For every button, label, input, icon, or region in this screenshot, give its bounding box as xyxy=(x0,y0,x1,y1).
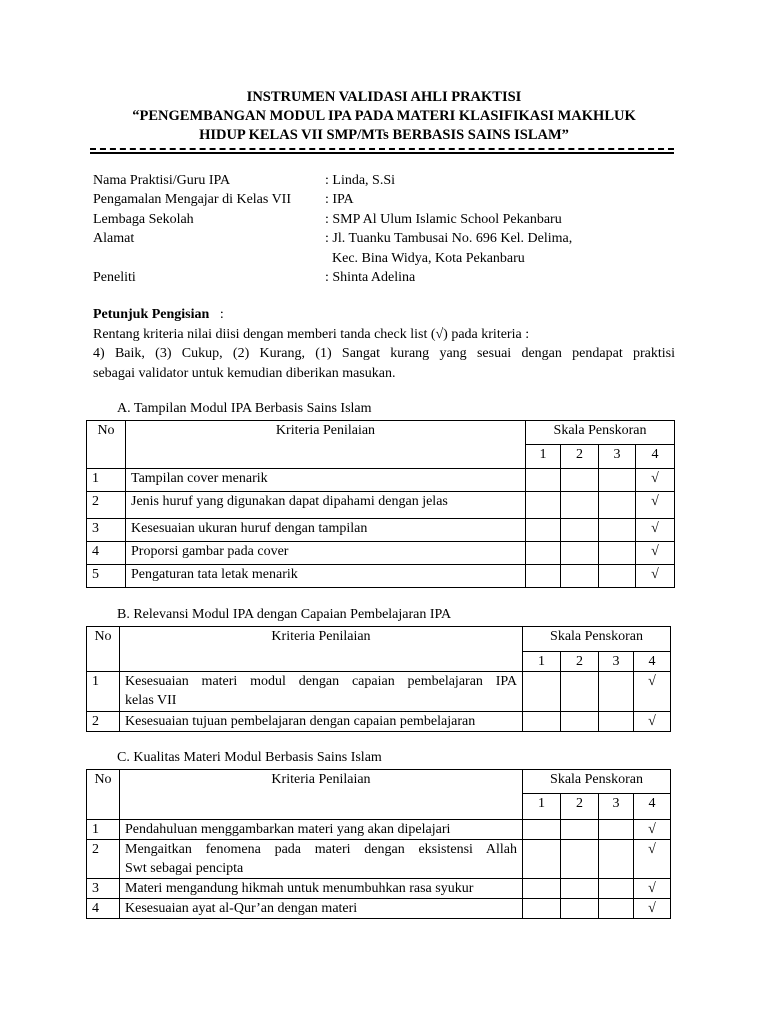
score-header: 1 xyxy=(526,445,561,469)
row-no: 3 xyxy=(87,879,120,899)
instructions-heading: Petunjuk Pengisian xyxy=(93,307,210,322)
doc-subtitle-line1: “PENGEMBANGAN MODUL IPA PADA MATERI KLASIFIKASI MAKHLUK xyxy=(132,108,636,124)
score-cell[interactable] xyxy=(599,672,634,712)
score-cell[interactable] xyxy=(599,519,636,542)
info-label xyxy=(93,249,325,268)
row-criteria: Jenis huruf yang digunakan dapat dipahami dengan jelas xyxy=(126,492,526,519)
row-no: 2 xyxy=(87,712,120,732)
doc-title: INSTRUMEN VALIDASI AHLI PRAKTISI xyxy=(246,89,522,105)
row-criteria: Kesesuaian tujuan pembelajaran dengan capaian pembelajaran xyxy=(120,712,523,732)
check-mark[interactable]: √ xyxy=(634,899,671,919)
check-mark[interactable]: √ xyxy=(634,712,671,732)
score-header: 1 xyxy=(523,652,561,672)
info-row xyxy=(93,210,572,229)
row-no: 2 xyxy=(87,840,120,879)
score-header: 3 xyxy=(599,794,634,820)
score-cell[interactable] xyxy=(526,565,561,588)
score-cell[interactable] xyxy=(523,879,561,899)
score-cell[interactable] xyxy=(561,899,599,919)
score-cell[interactable] xyxy=(599,712,634,732)
check-mark[interactable]: √ xyxy=(634,879,671,899)
score-cell[interactable] xyxy=(561,840,599,879)
score-cell[interactable] xyxy=(599,879,634,899)
check-mark[interactable]: √ xyxy=(636,519,675,542)
row-criteria xyxy=(120,840,523,879)
row-no: 1 xyxy=(87,820,120,840)
info-value: : Jl. Tuanku Tambusai No. 696 Kel. Delima, xyxy=(325,231,573,247)
row-no: 4 xyxy=(87,542,126,565)
info-label: Lembaga Sekolah xyxy=(93,211,194,227)
table-row xyxy=(87,469,675,492)
header-skala: Skala Penskoran xyxy=(526,421,675,445)
check-mark[interactable]: √ xyxy=(636,542,675,565)
table-row xyxy=(87,565,675,588)
instructions-line: sebagai validator untuk kemudian diberikan masukan. xyxy=(93,365,396,381)
check-mark[interactable]: √ xyxy=(634,672,671,712)
table-row xyxy=(87,840,671,879)
info-value: : IPA xyxy=(325,192,354,208)
header-kriteria: Kriteria Penilaian xyxy=(126,421,526,469)
row-criteria xyxy=(120,672,523,712)
info-row xyxy=(93,249,572,268)
header-no: No xyxy=(87,770,120,820)
score-cell[interactable] xyxy=(526,542,561,565)
score-cell[interactable] xyxy=(599,542,636,565)
table-row xyxy=(87,712,671,732)
row-criteria-line: Swt sebagai pencipta xyxy=(125,861,244,876)
header-solid-rule xyxy=(90,152,674,154)
score-cell[interactable] xyxy=(599,820,634,840)
row-no: 4 xyxy=(87,899,120,919)
score-cell[interactable] xyxy=(561,879,599,899)
row-criteria: Proporsi gambar pada cover xyxy=(126,542,526,565)
row-criteria: Tampilan cover menarik xyxy=(126,469,526,492)
row-no: 3 xyxy=(87,519,126,542)
header-skala: Skala Penskoran xyxy=(523,770,671,794)
table-row xyxy=(87,492,675,519)
info-value: : Shinta Adelina xyxy=(325,270,416,286)
table-row xyxy=(87,879,671,899)
criteria-table xyxy=(86,420,675,588)
info-label: Nama Praktisi/Guru IPA xyxy=(93,173,231,188)
header-dashed-rule xyxy=(90,148,674,150)
table-row xyxy=(87,820,671,840)
identity-info xyxy=(93,171,572,287)
check-mark[interactable]: √ xyxy=(636,565,675,588)
score-header: 2 xyxy=(561,794,599,820)
instructions-line: 4) Baik, (3) Cukup, (2) Kurang, (1) Sangat kurang yang sesuai dengan pendapat praktisi xyxy=(93,346,675,361)
score-header: 4 xyxy=(636,445,675,469)
section-title: B. Relevansi Modul IPA dengan Capaian Pembelajaran IPA xyxy=(117,607,452,622)
score-header: 3 xyxy=(599,652,634,672)
score-cell[interactable] xyxy=(523,840,561,879)
header-kriteria: Kriteria Penilaian xyxy=(120,770,523,820)
score-header: 4 xyxy=(634,652,671,672)
info-row xyxy=(93,171,572,190)
table-row xyxy=(87,672,671,712)
score-cell[interactable] xyxy=(561,542,599,565)
score-header: 3 xyxy=(599,445,636,469)
score-cell[interactable] xyxy=(523,820,561,840)
info-label: Alamat xyxy=(93,231,135,247)
info-row xyxy=(93,229,572,248)
header-skala: Skala Penskoran xyxy=(523,627,671,652)
check-mark[interactable]: √ xyxy=(636,492,675,519)
row-no: 5 xyxy=(87,565,126,588)
table-row xyxy=(87,519,675,542)
criteria-table xyxy=(86,769,671,919)
table-row xyxy=(87,542,675,565)
score-cell[interactable] xyxy=(561,469,599,492)
row-criteria: Pengaturan tata letak menarik xyxy=(126,565,526,588)
info-label: Peneliti xyxy=(93,270,136,286)
score-header: 1 xyxy=(523,794,561,820)
score-cell[interactable] xyxy=(599,469,636,492)
score-cell[interactable] xyxy=(523,899,561,919)
info-label: Pengamalan Mengajar di Kelas VII xyxy=(93,192,292,208)
check-mark[interactable]: √ xyxy=(634,840,671,879)
table-row xyxy=(87,899,671,919)
info-value: : Linda, S.Si xyxy=(325,173,396,188)
score-cell[interactable] xyxy=(561,712,599,732)
row-criteria-line: Kesesuaian materi modul dengan capaian pembelajaran IPA xyxy=(125,674,517,689)
info-value: : SMP Al Ulum Islamic School Pekanbaru xyxy=(325,211,562,227)
score-cell[interactable] xyxy=(561,519,599,542)
section-title: C. Kualitas Materi Modul Berbasis Sains Islam xyxy=(117,750,382,765)
score-cell[interactable] xyxy=(561,820,599,840)
row-criteria-line: Mengaitkan fenomena pada materi dengan eksistensi Allah xyxy=(125,842,517,857)
header-no: No xyxy=(87,627,120,672)
row-criteria: Pendahuluan menggambarkan materi yang akan dipelajari xyxy=(120,820,523,840)
header-no: No xyxy=(87,421,126,469)
row-criteria-line: kelas VII xyxy=(125,693,177,708)
row-no: 1 xyxy=(87,672,120,712)
score-header: 2 xyxy=(561,445,599,469)
score-cell[interactable] xyxy=(599,492,636,519)
check-mark[interactable]: √ xyxy=(636,469,675,492)
row-no: 2 xyxy=(87,492,126,519)
row-no: 1 xyxy=(87,469,126,492)
score-header: 2 xyxy=(561,652,599,672)
instructions-line: Rentang kriteria nilai diisi dengan memberi tanda check list (√) pada kriteria : xyxy=(93,326,530,342)
score-header: 4 xyxy=(634,794,671,820)
score-cell[interactable] xyxy=(599,565,636,588)
instructions-colon: : xyxy=(219,307,224,322)
instructions xyxy=(93,305,675,383)
info-row xyxy=(93,190,572,209)
score-cell[interactable] xyxy=(526,469,561,492)
header-kriteria: Kriteria Penilaian xyxy=(120,627,523,672)
score-cell[interactable] xyxy=(526,519,561,542)
score-cell[interactable] xyxy=(599,840,634,879)
section-title: A. Tampilan Modul IPA Berbasis Sains Islam xyxy=(117,401,372,416)
score-cell[interactable] xyxy=(599,899,634,919)
info-row xyxy=(93,268,572,287)
row-criteria: Kesesuaian ayat al-Qur’an dengan materi xyxy=(120,899,523,919)
score-cell[interactable] xyxy=(561,672,599,712)
score-cell[interactable] xyxy=(561,565,599,588)
row-criteria: Materi mengandung hikmah untuk menumbuhkan rasa syukur xyxy=(120,879,523,899)
doc-subtitle-line2: HIDUP KELAS VII SMP/MTs BERBASIS SAINS ISLAM” xyxy=(199,127,569,143)
score-cell[interactable] xyxy=(561,492,599,519)
row-criteria: Kesesuaian ukuran huruf dengan tampilan xyxy=(126,519,526,542)
info-value: Kec. Bina Widya, Kota Pekanbaru xyxy=(325,250,525,266)
score-cell[interactable] xyxy=(523,712,561,732)
score-cell[interactable] xyxy=(523,672,561,712)
check-mark[interactable]: √ xyxy=(634,820,671,840)
criteria-table xyxy=(86,626,671,732)
score-cell[interactable] xyxy=(526,492,561,519)
